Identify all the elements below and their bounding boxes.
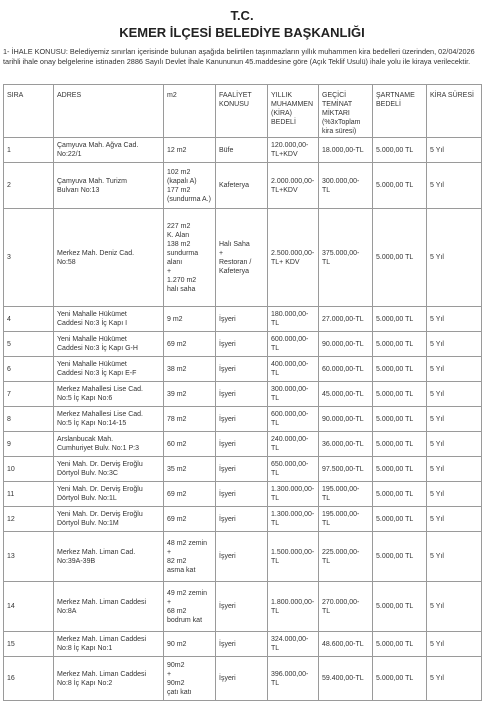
cell-bedel: 240.000,00- TL: [268, 432, 319, 457]
cell-m2: 48 m2 zemin + 82 m2 asma kat: [164, 532, 216, 582]
cell-sira: 12: [4, 507, 54, 532]
cell-adres: Yeni Mah. Dr. Derviş Eroğlu Dörtyol Bulv. No:1L: [54, 482, 164, 507]
cell-faaliyet: Halı Saha + Restoran / Kafeterya: [216, 209, 268, 307]
cell-faaliyet: İşyeri: [216, 407, 268, 432]
header-tc: T.C.: [230, 8, 254, 23]
cell-teminat: 90.000,00-TL: [319, 332, 373, 357]
header: [0, 0, 484, 41]
cell-faaliyet: Büfe: [216, 138, 268, 163]
cell-adres: Arslanbucak Mah. Cumhuriyet Bulv. No:1 P:3: [54, 432, 164, 457]
cell-faaliyet: İşyeri: [216, 332, 268, 357]
cell-sartname: 5.000,00 TL: [373, 307, 427, 332]
cell-bedel: 400.000,00- TL: [268, 357, 319, 382]
cell-adres: Çamyuva Mah. Ağva Cad. No:22/1: [54, 138, 164, 163]
table-row: [4, 332, 482, 357]
cell-adres: Merkez Mah. Liman Caddesi No:8 İç Kapı No:2: [54, 657, 164, 701]
cell-teminat: 225.000,00- TL: [319, 532, 373, 582]
cell-sira: 4: [4, 307, 54, 332]
cell-m2: 38 m2: [164, 357, 216, 382]
cell-sira: 13: [4, 532, 54, 582]
cell-faaliyet: İşyeri: [216, 632, 268, 657]
table-row: [4, 532, 482, 582]
cell-m2: 9 m2: [164, 307, 216, 332]
cell-sure: 5 Yıl: [427, 209, 482, 307]
cell-sira: 6: [4, 357, 54, 382]
cell-bedel: 2.500.000,00- TL+ KDV: [268, 209, 319, 307]
cell-m2: 102 m2 (kapalı A) 177 m2 (sundurma A.): [164, 163, 216, 209]
table-header-row: [4, 85, 482, 138]
cell-m2: 90m2 + 90m2 çatı katı: [164, 657, 216, 701]
cell-faaliyet: İşyeri: [216, 457, 268, 482]
cell-adres: Çamyuva Mah. Turizm Bulvarı No:13: [54, 163, 164, 209]
cell-sartname: 5.000,00 TL: [373, 632, 427, 657]
cell-sure: 5 Yıl: [427, 357, 482, 382]
cell-sartname: 5.000,00 TL: [373, 482, 427, 507]
header-teminat: GEÇİCİ TEMİNAT MİKTARI (%3xToplam kira süresi): [319, 85, 373, 138]
cell-bedel: 1.800.000,00- TL: [268, 582, 319, 632]
cell-sartname: 5.000,00 TL: [373, 209, 427, 307]
cell-sartname: 5.000,00 TL: [373, 657, 427, 701]
cell-teminat: 27.000,00-TL: [319, 307, 373, 332]
table-row: [4, 632, 482, 657]
header-m2: m2: [164, 85, 216, 138]
tender-table: [3, 84, 482, 701]
cell-sartname: 5.000,00 TL: [373, 582, 427, 632]
cell-m2: 90 m2: [164, 632, 216, 657]
cell-teminat: 59.400,00-TL: [319, 657, 373, 701]
table-row: [4, 382, 482, 407]
cell-adres: Merkez Mah. Liman Caddesi No:8 İç Kapı No:1: [54, 632, 164, 657]
cell-m2: 78 m2: [164, 407, 216, 432]
cell-bedel: 600.000,00- TL: [268, 407, 319, 432]
intro-paragraph: 1- İHALE KONUSU: Belediyemiz sınırları içerisinde bulunan aşağıda belirtilen taşınmazların yıllık muhammen kira bedelleri üzerinden, 02/04/2026 tarihli ihale onay belgelerine istinaden 2886 Sayılı Devlet İhale Kanununun 45.maddesine göre (Açık Teklif Usulü) ihale yolu ile kiraya verilecektir.: [3, 47, 475, 66]
cell-sartname: 5.000,00 TL: [373, 407, 427, 432]
cell-sartname: 5.000,00 TL: [373, 138, 427, 163]
cell-adres: Yeni Mahalle Hükümet Caddesi No:3 İç Kapı G-H: [54, 332, 164, 357]
cell-sartname: 5.000,00 TL: [373, 532, 427, 582]
cell-sartname: 5.000,00 TL: [373, 163, 427, 209]
cell-adres: Merkez Mahallesi Lise Cad. No:5 İç Kapı No:14-15: [54, 407, 164, 432]
header-faaliyet: FAALİYET KONUSU: [216, 85, 268, 138]
table-row: [4, 482, 482, 507]
table-row: [4, 307, 482, 332]
cell-sure: 5 Yıl: [427, 632, 482, 657]
cell-adres: Merkez Mah. Deniz Cad. No:58: [54, 209, 164, 307]
cell-m2: 227 m2 K. Alan 138 m2 sundurma alanı + 1.270 m2 halı saha: [164, 209, 216, 307]
header-sure: KİRA SÜRESİ: [427, 85, 482, 138]
table-row: [4, 582, 482, 632]
cell-teminat: 45.000,00-TL: [319, 382, 373, 407]
page-title: KEMER İLÇESİ BELEDİYE BAŞKANLIĞI: [119, 25, 365, 40]
cell-sure: 5 Yıl: [427, 382, 482, 407]
cell-teminat: 36.000,00-TL: [319, 432, 373, 457]
cell-sira: 7: [4, 382, 54, 407]
cell-sure: 5 Yıl: [427, 138, 482, 163]
table-row: [4, 457, 482, 482]
cell-teminat: 48.600,00-TL: [319, 632, 373, 657]
cell-sira: 1: [4, 138, 54, 163]
table-row: [4, 209, 482, 307]
cell-m2: 49 m2 zemin + 68 m2 bodrum kat: [164, 582, 216, 632]
cell-sira: 3: [4, 209, 54, 307]
header-sartname: ŞARTNAME BEDELİ: [373, 85, 427, 138]
cell-sira: 11: [4, 482, 54, 507]
table-row: [4, 138, 482, 163]
cell-teminat: 97.500,00-TL: [319, 457, 373, 482]
cell-bedel: 180.000,00- TL: [268, 307, 319, 332]
cell-bedel: 600.000,00- TL: [268, 332, 319, 357]
cell-faaliyet: İşyeri: [216, 507, 268, 532]
cell-bedel: 120.000,00- TL+KDV: [268, 138, 319, 163]
table-row: [4, 432, 482, 457]
cell-faaliyet: İşyeri: [216, 382, 268, 407]
cell-sure: 5 Yıl: [427, 507, 482, 532]
cell-adres: Merkez Mahallesi Lise Cad. No:5 İç Kapı No:6: [54, 382, 164, 407]
cell-sure: 5 Yıl: [427, 332, 482, 357]
cell-teminat: 18.000,00-TL: [319, 138, 373, 163]
table-row: [4, 357, 482, 382]
cell-adres: Merkez Mah. Liman Caddesi No:8A: [54, 582, 164, 632]
cell-sure: 5 Yıl: [427, 307, 482, 332]
cell-faaliyet: İşyeri: [216, 482, 268, 507]
cell-bedel: 1.300.000,00- TL: [268, 482, 319, 507]
cell-teminat: 195.000,00- TL: [319, 482, 373, 507]
cell-sure: 5 Yıl: [427, 482, 482, 507]
cell-faaliyet: Kafeterya: [216, 163, 268, 209]
cell-sure: 5 Yıl: [427, 163, 482, 209]
cell-sure: 5 Yıl: [427, 657, 482, 701]
header-sira: SIRA: [4, 85, 54, 138]
cell-sartname: 5.000,00 TL: [373, 507, 427, 532]
cell-sure: 5 Yıl: [427, 407, 482, 432]
cell-bedel: 300.000,00- TL: [268, 382, 319, 407]
cell-sartname: 5.000,00 TL: [373, 357, 427, 382]
table-row: [4, 507, 482, 532]
cell-bedel: 2.000.000,00- TL+KDV: [268, 163, 319, 209]
table-row: [4, 407, 482, 432]
cell-m2: 12 m2: [164, 138, 216, 163]
cell-sira: 15: [4, 632, 54, 657]
header-adres: ADRES: [54, 85, 164, 138]
cell-sira: 2: [4, 163, 54, 209]
cell-sartname: 5.000,00 TL: [373, 432, 427, 457]
cell-bedel: 1.500.000,00- TL: [268, 532, 319, 582]
cell-teminat: 60.000,00-TL: [319, 357, 373, 382]
cell-sartname: 5.000,00 TL: [373, 382, 427, 407]
cell-sure: 5 Yıl: [427, 532, 482, 582]
cell-m2: 35 m2: [164, 457, 216, 482]
cell-bedel: 1.300.000,00- TL: [268, 507, 319, 532]
cell-adres: Yeni Mah. Dr. Derviş Eroğlu Dörtyol Bulv. No:1M: [54, 507, 164, 532]
table-row: [4, 163, 482, 209]
header-bedel: YILLIK MUHAMMEN (KİRA) BEDELİ: [268, 85, 319, 138]
cell-m2: 39 m2: [164, 382, 216, 407]
cell-sira: 16: [4, 657, 54, 701]
cell-teminat: 270.000,00- TL: [319, 582, 373, 632]
cell-faaliyet: İşyeri: [216, 657, 268, 701]
cell-faaliyet: İşyeri: [216, 532, 268, 582]
cell-adres: Merkez Mah. Liman Cad. No:39A-39B: [54, 532, 164, 582]
cell-teminat: 375.000,00- TL: [319, 209, 373, 307]
cell-m2: 69 m2: [164, 507, 216, 532]
cell-bedel: 650.000,00- TL: [268, 457, 319, 482]
cell-bedel: 324.000,00- TL: [268, 632, 319, 657]
cell-teminat: 300.000,00- TL: [319, 163, 373, 209]
cell-sira: 9: [4, 432, 54, 457]
cell-sure: 5 Yıl: [427, 457, 482, 482]
cell-m2: 69 m2: [164, 482, 216, 507]
cell-sure: 5 Yıl: [427, 432, 482, 457]
cell-sira: 5: [4, 332, 54, 357]
cell-sure: 5 Yıl: [427, 582, 482, 632]
cell-m2: 69 m2: [164, 332, 216, 357]
cell-adres: Yeni Mahalle Hükümet Caddesi No:3 İç Kapı E-F: [54, 357, 164, 382]
cell-faaliyet: İşyeri: [216, 307, 268, 332]
cell-m2: 60 m2: [164, 432, 216, 457]
cell-teminat: 90.000,00-TL: [319, 407, 373, 432]
cell-adres: Yeni Mah. Dr. Derviş Eroğlu Dörtyol Bulv. No:3C: [54, 457, 164, 482]
cell-sartname: 5.000,00 TL: [373, 457, 427, 482]
cell-faaliyet: İşyeri: [216, 582, 268, 632]
cell-faaliyet: İşyeri: [216, 432, 268, 457]
cell-sira: 8: [4, 407, 54, 432]
cell-sartname: 5.000,00 TL: [373, 332, 427, 357]
cell-sira: 10: [4, 457, 54, 482]
cell-bedel: 396.000,00- TL: [268, 657, 319, 701]
cell-faaliyet: İşyeri: [216, 357, 268, 382]
cell-adres: Yeni Mahalle Hükümet Caddesi No:3 İç Kapı I: [54, 307, 164, 332]
cell-teminat: 195.000,00- TL: [319, 507, 373, 532]
cell-sira: 14: [4, 582, 54, 632]
table-row: [4, 657, 482, 701]
